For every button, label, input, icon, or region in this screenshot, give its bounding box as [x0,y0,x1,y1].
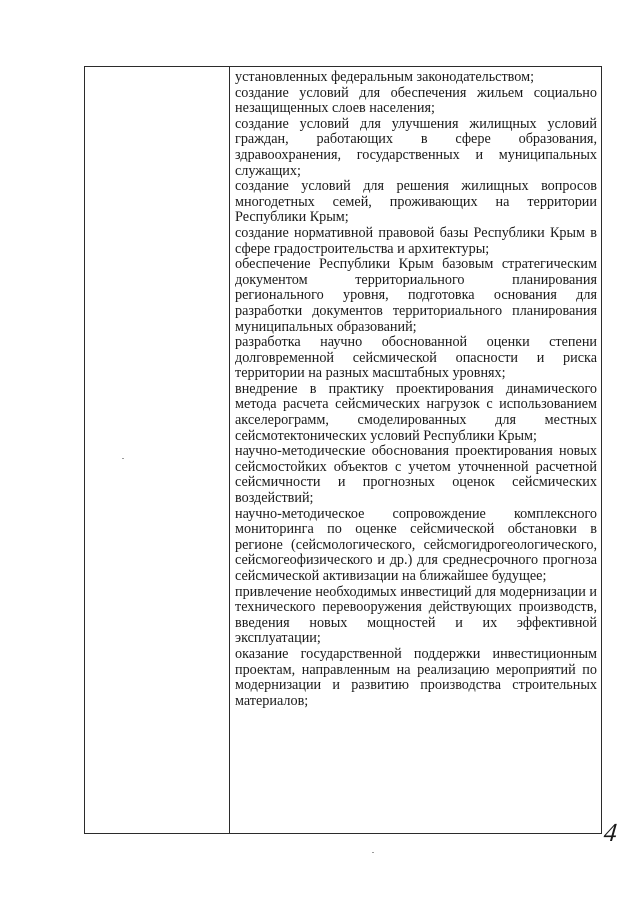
paragraph: создание условий для решения жилищных вопросов многодетных семей, проживающих на территории Республики Крым; [235,178,597,226]
paragraph: обеспечение Республики Крым базовым стратегическим документом территориального планирования регионального уровня, подготовка основания для разработки документов территориального планирования муниципальных образований; [235,256,597,335]
paragraph: создание условий для обеспечения жильем социально незащищенных слоев населения; [235,84,597,117]
paragraph: оказание государственной поддержки инвестиционным проектам, направленным на реализацию мероприятий по модернизации и развитию производства строительных материалов; [235,645,597,709]
scan-speck [372,852,374,853]
paragraph: установленных федеральным законодательством; [235,69,535,85]
goals-column [235,70,597,709]
content-table [84,66,602,834]
paragraph: создание нормативной правовой базы Республики Крым в сфере градостроительства и архитектуры; [235,224,597,257]
scan-speck [122,458,124,459]
paragraph: привлечение необходимых инвестиций для модернизации и технического перевооружения действующих производств, введения новых мощностей и их эффективной эксплуатации; [235,583,597,647]
paragraph: научно-методическое сопровождение комплексного мониторинга по оценке сейсмической обстановки в регионе (сейсмологического, сейсмогидрогеологического, сейсмогеофизического и др.) для среднесрочного прогноза сейсмической активизации на ближайшее будущее; [235,505,597,584]
paragraph: создание условий для улучшения жилищных условий граждан, работающих в сфере образования, здравоохранения, государственных и муниципальных служащих; [235,115,597,179]
column-divider [229,67,230,833]
handwritten-page-number: 4 [602,818,619,847]
paragraph: разработка научно обоснованной оценки степени долговременной сейсмической опасности и риска территории на разных масштабных уровнях; [235,334,597,382]
paragraph: научно-методические обоснования проектирования новых сейсмостойких объектов с учетом уточненной расчетной сейсмичности и прогнозных оценок сейсмических воздействий; [235,443,597,507]
paragraph: внедрение в практику проектирования динамического метода расчета сейсмических нагрузок с использованием акселерограмм, смоделированных для местных сейсмотектонических условий Республики Крым; [235,380,597,444]
